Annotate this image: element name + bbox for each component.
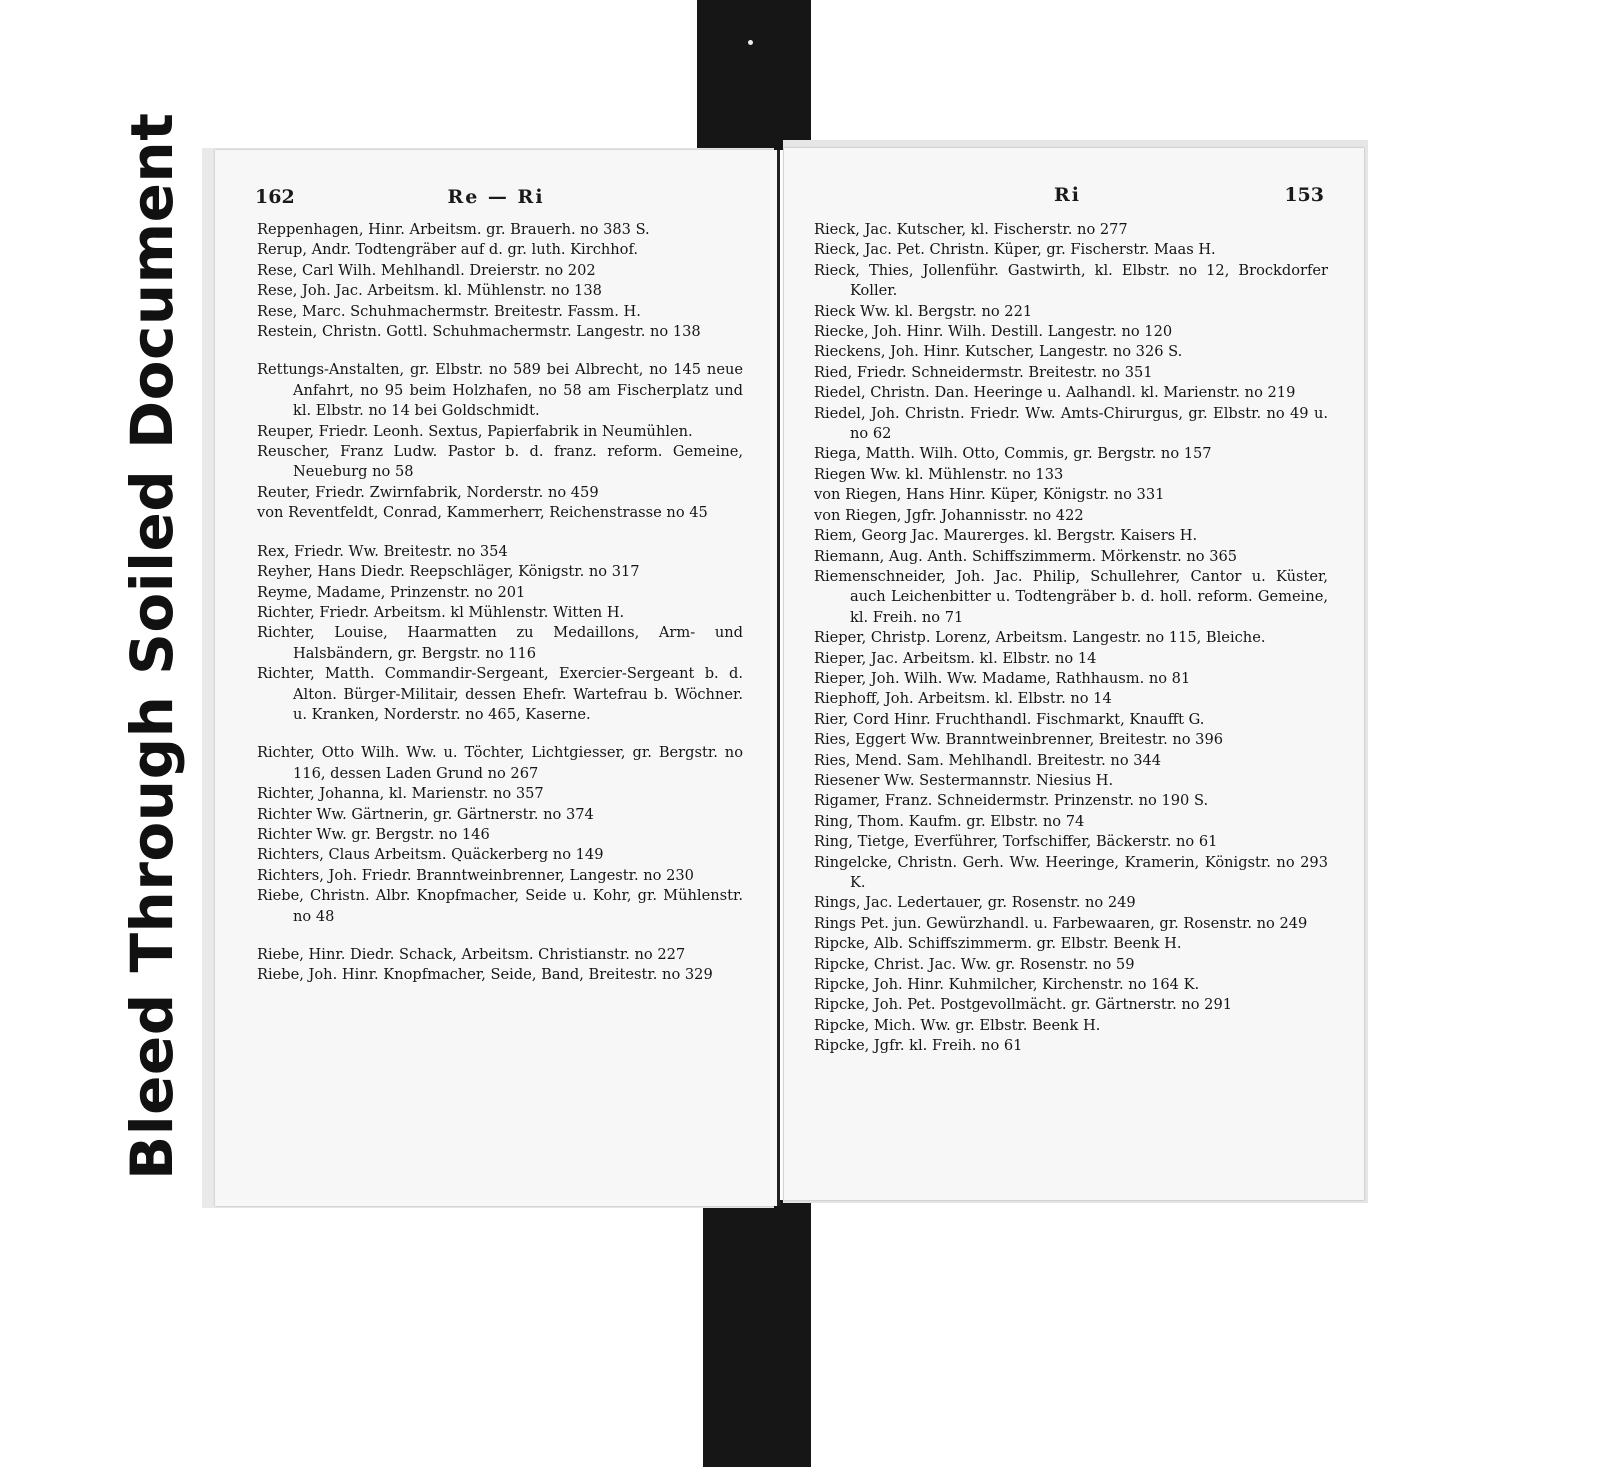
directory-entry: Richter Ww. Gärtnerin, gr. Gärtnerstr. no 374 bbox=[257, 805, 594, 823]
directory-entry: Rieper, Jac. Arbeitsm. kl. Elbstr. no 14 bbox=[814, 649, 1097, 667]
binding-spine-bottom bbox=[703, 1200, 811, 1467]
left-page bbox=[215, 150, 777, 1206]
directory-entry: Rings Pet. jun. Gewürzhandl. u. Farbewaaren, gr. Rosenstr. no 249 bbox=[814, 914, 1308, 932]
directory-entry: Reuper, Friedr. Leonh. Sextus, Papierfabrik in Neumühlen. bbox=[257, 422, 693, 440]
directory-entry: Ried, Friedr. Schneidermstr. Breitestr. no 351 bbox=[814, 363, 1153, 381]
right-page bbox=[784, 148, 1364, 1200]
binding-hole bbox=[748, 40, 753, 45]
directory-entry: Riemenschneider, Joh. Jac. Philip, Schullehrer, Cantor u. Küster, auch Leichenbitter u. Todtengräber b. d. holl. reform. Gemeine, kl. Freih. no 71 bbox=[814, 567, 1328, 626]
directory-entry: Richter Ww. gr. Bergstr. no 146 bbox=[257, 825, 490, 843]
directory-entry: von Riegen, Jgfr. Johannisstr. no 422 bbox=[814, 506, 1084, 524]
directory-entry: Rier, Cord Hinr. Fruchthandl. Fischmarkt, Knaufft G. bbox=[814, 710, 1205, 728]
directory-entry: Rieck, Jac. Kutscher, kl. Fischerstr. no 277 bbox=[814, 221, 1128, 238]
directory-entry: Riebe, Joh. Hinr. Knopfmacher, Seide, Band, Breitestr. no 329 bbox=[257, 966, 713, 984]
page-heading: Ri bbox=[1054, 184, 1082, 206]
directory-entry: Richter, Johanna, kl. Marienstr. no 357 bbox=[257, 785, 544, 803]
directory-entry: Rex, Friedr. Ww. Breitestr. no 354 bbox=[257, 542, 508, 560]
page-gutter bbox=[777, 150, 780, 1206]
directory-entry: Rings, Jac. Ledertauer, gr. Rosenstr. no 249 bbox=[814, 894, 1136, 912]
directory-entry: Ries, Eggert Ww. Branntweinbrenner, Breitestr. no 396 bbox=[814, 731, 1224, 749]
directory-entry: Richter, Louise, Haarmatten zu Medaillons, Arm- und Halsbändern, gr. Bergstr. no 116 bbox=[257, 624, 743, 662]
directory-entry: Ripcke, Mich. Ww. gr. Elbstr. Beenk H. bbox=[814, 1016, 1101, 1034]
directory-entry: Reppenhagen, Hinr. Arbeitsm. gr. Brauerh. no 383 S. bbox=[257, 221, 650, 238]
directory-entry: Rieck Ww. kl. Bergstr. no 221 bbox=[814, 302, 1033, 320]
directory-entry: Rettungs-Anstalten, gr. Elbstr. no 589 bei Albrecht, no 145 neue Anfahrt, no 95 beim Holzhafen, no 58 am Fischerplatz und kl. Elbstr. no 14 bei Goldschmidt. bbox=[257, 361, 743, 420]
directory-entry: Riedel, Christn. Dan. Heeringe u. Aalhandl. kl. Marienstr. no 219 bbox=[814, 384, 1296, 402]
directory-entry: Ripcke, Jgfr. kl. Freih. no 61 bbox=[814, 1037, 1023, 1055]
page-heading: Re — Ri bbox=[447, 186, 545, 208]
directory-entry: von Reventfeldt, Conrad, Kammerherr, Reichenstrasse no 45 bbox=[257, 504, 708, 522]
directory-entry: Ripcke, Joh. Hinr. Kuhmilcher, Kirchenstr. no 164 K. bbox=[814, 976, 1200, 994]
directory-entry: Richter, Friedr. Arbeitsm. kl Mühlenstr. Witten H. bbox=[257, 603, 625, 621]
directory-entry: Rese, Carl Wilh. Mehlhandl. Dreierstr. no 202 bbox=[257, 261, 596, 279]
directory-entry: Riemann, Aug. Anth. Schiffszimmerm. Mörkenstr. no 365 bbox=[814, 547, 1238, 565]
directory-entries bbox=[814, 220, 1328, 1057]
directory-entry: Riebe, Christn. Albr. Knopfmacher, Seide u. Kohr, gr. Mühlenstr. no 48 bbox=[257, 887, 743, 925]
directory-entry: Rieper, Christp. Lorenz, Arbeitsm. Langestr. no 115, Bleiche. bbox=[814, 629, 1266, 647]
page-number: 162 bbox=[255, 186, 295, 208]
directory-entry: Riecke, Joh. Hinr. Wilh. Destill. Langestr. no 120 bbox=[814, 323, 1173, 341]
directory-entry: Richters, Claus Arbeitsm. Quäckerberg no 149 bbox=[257, 846, 604, 864]
binding-spine-top bbox=[697, 0, 811, 150]
directory-entry: Richters, Joh. Friedr. Branntweinbrenner, Langestr. no 230 bbox=[257, 866, 694, 884]
directory-entry: von Riegen, Hans Hinr. Küper, Königstr. no 331 bbox=[814, 486, 1165, 504]
right-page-header bbox=[824, 184, 1324, 214]
directory-entry: Rese, Joh. Jac. Arbeitsm. kl. Mühlenstr. no 138 bbox=[257, 282, 602, 300]
directory-entry: Reuscher, Franz Ludw. Pastor b. d. franz. reform. Gemeine, Neueburg no 58 bbox=[257, 443, 743, 481]
directory-entry: Reyme, Madame, Prinzenstr. no 201 bbox=[257, 583, 526, 601]
directory-entry: Ripcke, Christ. Jac. Ww. gr. Rosenstr. no 59 bbox=[814, 955, 1135, 973]
directory-entry: Ries, Mend. Sam. Mehlhandl. Breitestr. no 344 bbox=[814, 751, 1162, 769]
directory-entry: Riephoff, Joh. Arbeitsm. kl. Elbstr. no 14 bbox=[814, 690, 1112, 708]
directory-entry: Richter, Matth. Commandir-Sergeant, Exercier-Sergeant b. d. Alton. Bürger-Militair, dessen Ehefr. Wartefrau b. Wöchner. u. Kranken, Norderstr. no 465, Kaserne. bbox=[257, 665, 743, 723]
directory-entry: Riebe, Hinr. Diedr. Schack, Arbeitsm. Christianstr. no 227 bbox=[257, 946, 686, 963]
directory-entry: Rieck, Jac. Pet. Christn. Küper, gr. Fischerstr. Maas H. bbox=[814, 241, 1216, 259]
directory-entry: Ring, Tietge, Everführer, Torfschiffer, Bäckerstr. no 61 bbox=[814, 833, 1218, 851]
directory-entry: Ripcke, Joh. Pet. Postgevollmächt. gr. Gärtnerstr. no 291 bbox=[814, 996, 1233, 1014]
directory-entry: Rigamer, Franz. Schneidermstr. Prinzenstr. no 190 S. bbox=[814, 792, 1209, 810]
directory-entry: Rese, Marc. Schuhmachermstr. Breitestr. Fassm. H. bbox=[257, 302, 641, 320]
directory-entry: Reuter, Friedr. Zwirnfabrik, Norderstr. no 459 bbox=[257, 483, 599, 501]
directory-entry: Ripcke, Alb. Schiffszimmerm. gr. Elbstr. Beenk H. bbox=[814, 935, 1182, 953]
left-page-header bbox=[255, 186, 737, 216]
page-number: 153 bbox=[1284, 184, 1324, 206]
side-label: Bleed Through Soiled Document bbox=[118, 112, 186, 1180]
directory-entry: Rieckens, Joh. Hinr. Kutscher, Langestr. no 326 S. bbox=[814, 343, 1183, 361]
directory-entry: Riedel, Joh. Christn. Friedr. Ww. Amts-Chirurgus, gr. Elbstr. no 49 u. no 62 bbox=[814, 404, 1328, 443]
directory-entry: Ring, Thom. Kaufm. gr. Elbstr. no 74 bbox=[814, 812, 1085, 830]
directory-entries bbox=[257, 220, 743, 986]
directory-entry: Riega, Matth. Wilh. Otto, Commis, gr. Bergstr. no 157 bbox=[814, 445, 1212, 463]
directory-entry: Rieck, Thies, Jollenführ. Gastwirth, kl. Elbstr. no 12, Brockdorfer Koller. bbox=[814, 261, 1328, 300]
directory-entry: Riesener Ww. Sestermannstr. Niesius H. bbox=[814, 771, 1114, 789]
directory-entry: Restein, Christn. Gottl. Schuhmachermstr. Langestr. no 138 bbox=[257, 323, 701, 341]
directory-entry: Rerup, Andr. Todtengräber auf d. gr. luth. Kirchhof. bbox=[257, 241, 638, 259]
directory-entry: Riem, Georg Jac. Maurerges. kl. Bergstr. Kaisers H. bbox=[814, 527, 1198, 545]
directory-entry: Reyher, Hans Diedr. Reepschläger, Königstr. no 317 bbox=[257, 563, 640, 581]
directory-entry: Richter, Otto Wilh. Ww. u. Töchter, Lichtgiesser, gr. Bergstr. no 116, dessen Laden Grund no 267 bbox=[257, 744, 743, 782]
directory-entry: Riegen Ww. kl. Mühlenstr. no 133 bbox=[814, 465, 1064, 483]
directory-entry: Ringelcke, Christn. Gerh. Ww. Heeringe, Kramerin, Königstr. no 293 K. bbox=[814, 853, 1328, 891]
directory-entry: Rieper, Joh. Wilh. Ww. Madame, Rathhausm. no 81 bbox=[814, 669, 1191, 687]
